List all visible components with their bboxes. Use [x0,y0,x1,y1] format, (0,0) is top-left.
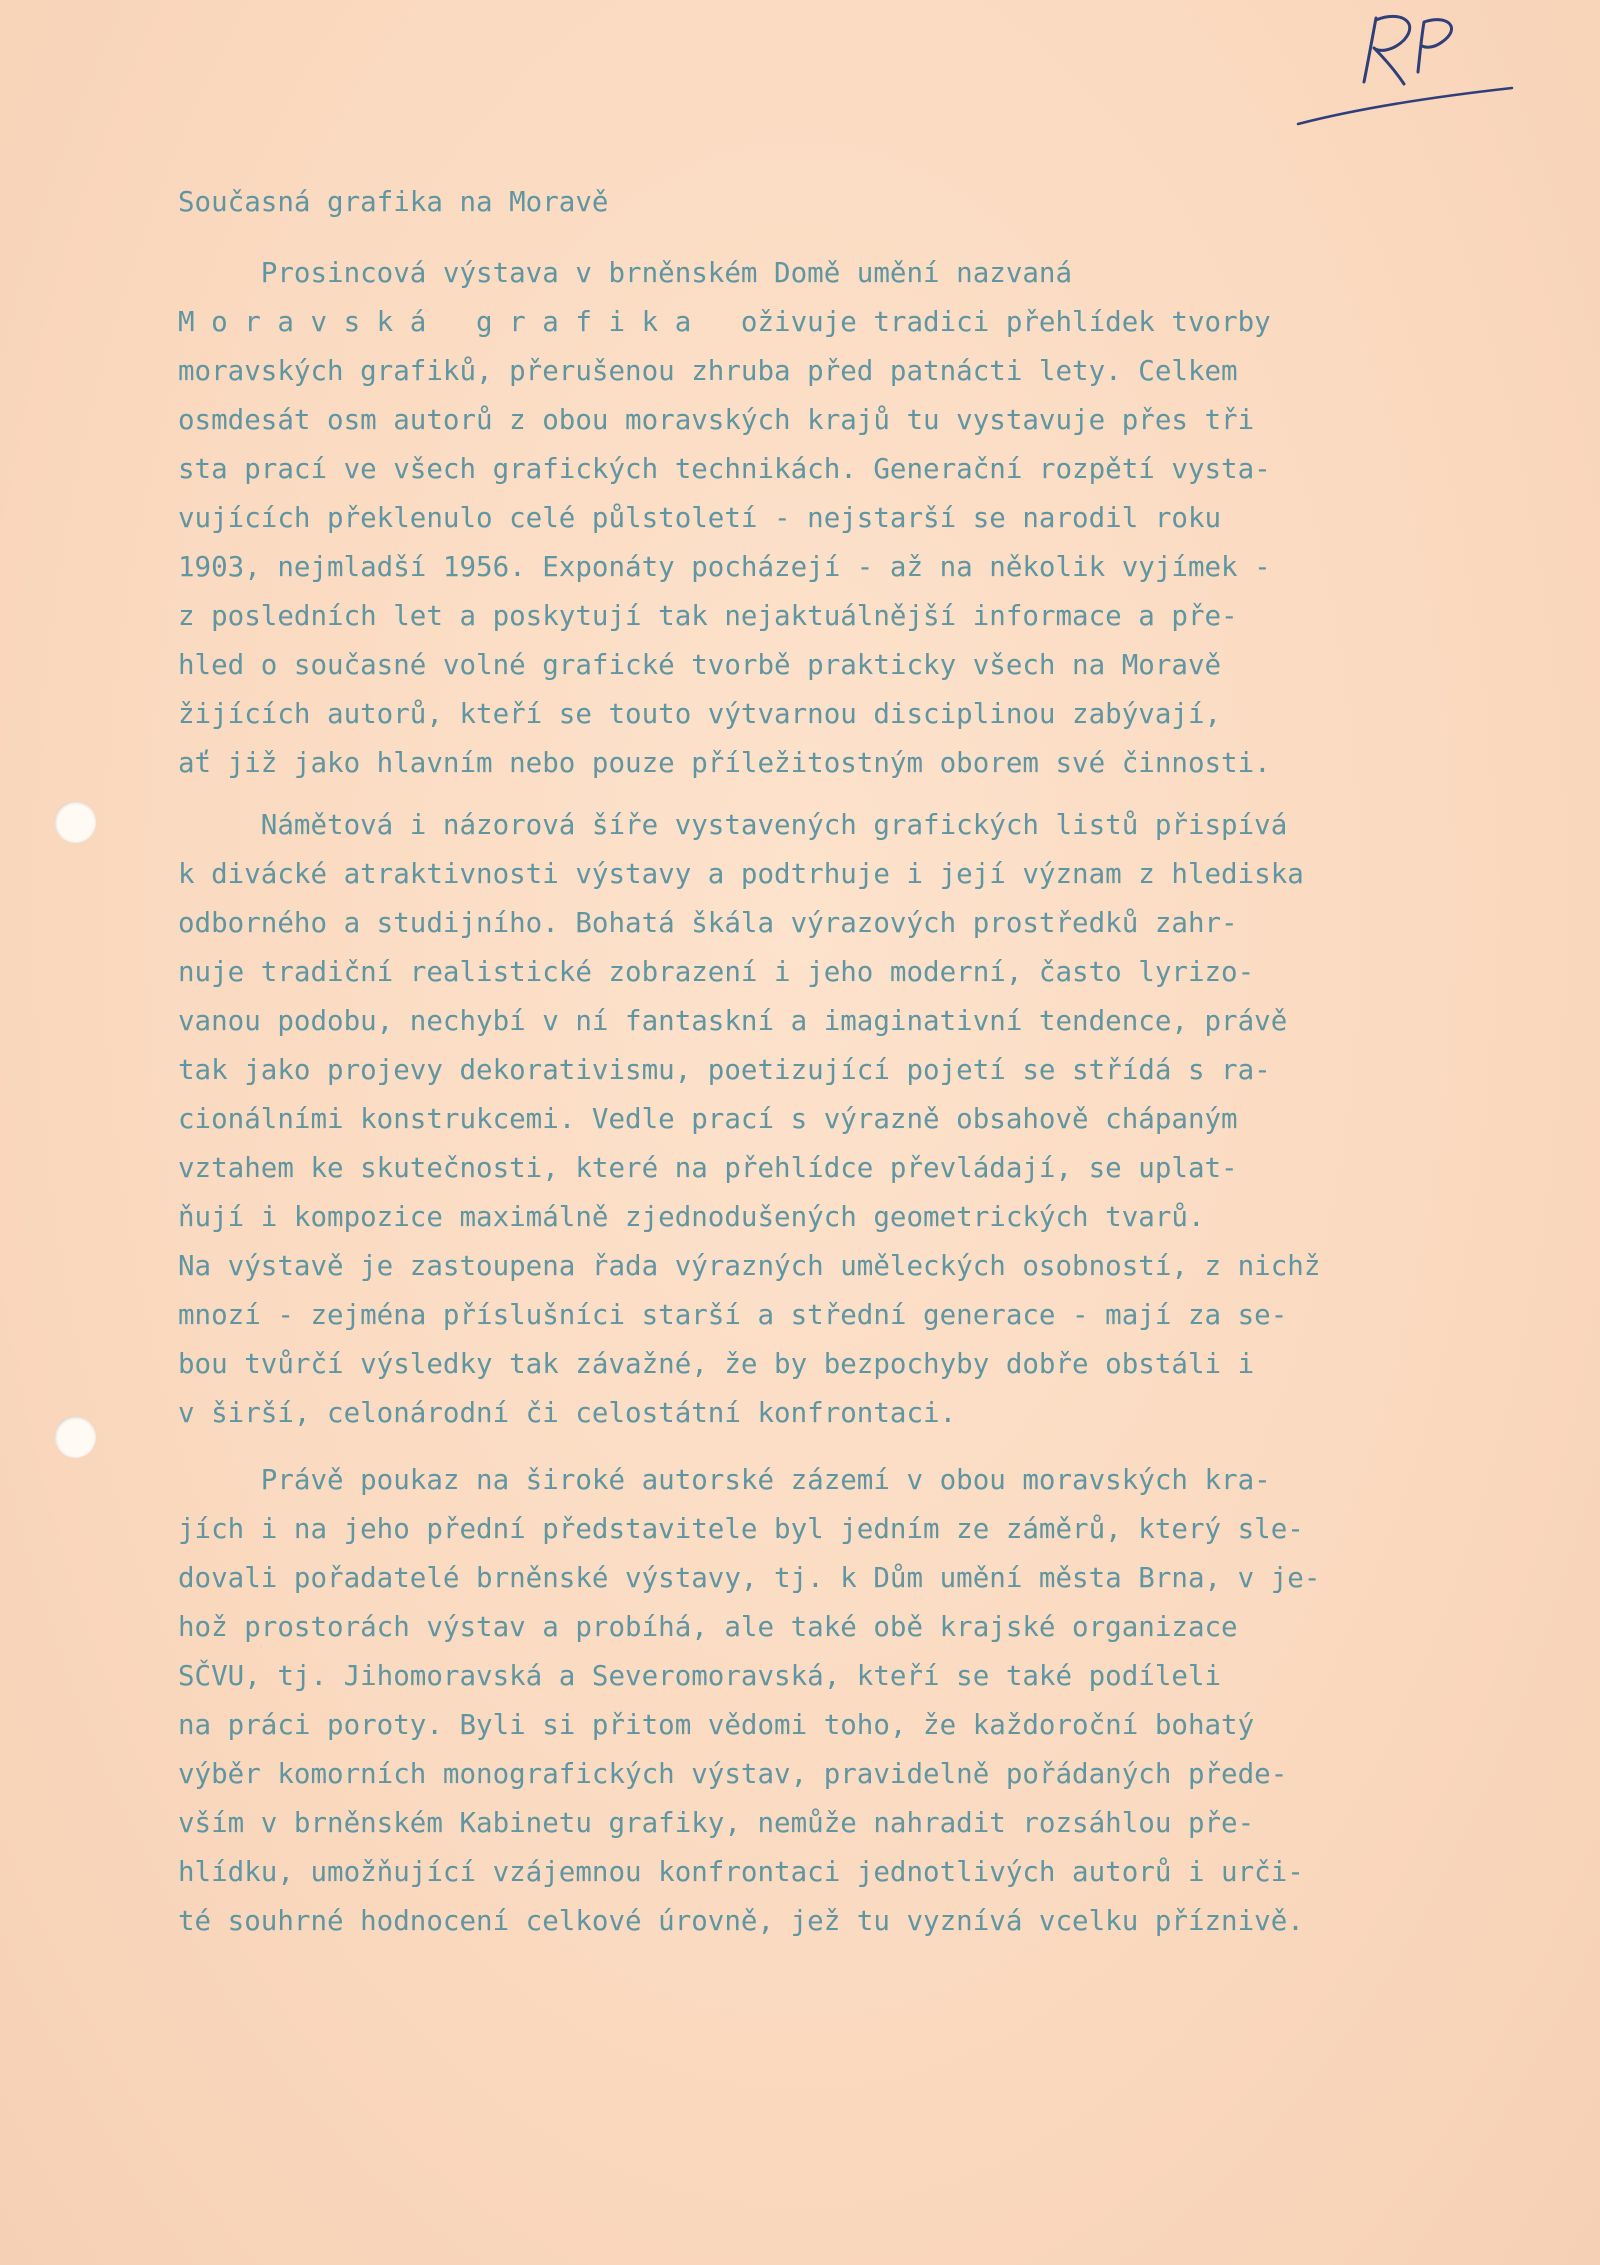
text-line: bou tvůrčí výsledky tak závažné, že by bezpochyby dobře obstáli i [178,1348,1255,1380]
text-line: hlídku, umožňující vzájemnou konfrontaci jednotlivých autorů i urči- [178,1856,1304,1888]
paragraph-2 [178,801,1558,1438]
text-line: k divácké atraktivnosti výstavy a podtrhuje i její význam z hlediska [178,858,1304,890]
text-line: mnozí - zejména příslušníci starší a střední generace - mají za se- [178,1299,1288,1331]
text-line: 1903, nejmladší 1956. Exponáty pocházejí - až na několik vyjímek - [178,551,1271,583]
paragraph-3 [178,1456,1558,1946]
text-line: výběr komorních monografických výstav, pravidelně pořádaných přede- [178,1758,1288,1790]
text-line: odborného a studijního. Bohatá škála výrazových prostředků zahr- [178,907,1238,939]
text-line: moravských grafiků, přerušenou zhruba před patnácti lety. Celkem [178,355,1238,387]
text-line: osmdesát osm autorů z obou moravských krajů tu vystavuje přes tři [178,404,1255,436]
text-line: vujících překlenulo celé půlstoletí - nejstarší se narodil roku [178,502,1222,534]
document-title: Současná grafika na Moravě [178,186,609,218]
text-line: žijících autorů, kteří se touto výtvarnou disciplinou zabývají, [178,698,1222,730]
text-line: M o r a v s k á g r a f i k a oživuje tradici přehlídek tvorby [178,306,1271,338]
text-line: z posledních let a poskytují tak nejaktuálnější informace a pře- [178,600,1238,632]
text-line: vztahem ke skutečnosti, které na přehlídce převládají, se uplat- [178,1152,1238,1184]
text-line: Prosincová výstava v brněnském Domě umění nazvaná [178,257,1073,289]
text-line: hož prostorách výstav a probíhá, ale také obě krajské organizace [178,1611,1238,1643]
text-line: vším v brněnském Kabinetu grafiky, nemůže nahradit rozsáhlou pře- [178,1807,1255,1839]
text-line: ať již jako hlavním nebo pouze příležitostným oborem své činnosti. [178,747,1271,779]
text-line: jích i na jeho přední představitele byl jedním ze záměrů, který sle- [178,1513,1304,1545]
text-line: hled o současné volné grafické tvorbě prakticky všech na Moravě [178,649,1222,681]
text-line: dovali pořadatelé brněnské výstavy, tj. k Dům umění města Brna, v je- [178,1562,1321,1594]
text-line: ňují i kompozice maximálně zjednodušených geometrických tvarů. [178,1201,1205,1233]
paragraph-1 [178,249,1558,788]
text-line: v širší, celonárodní či celostátní konfrontaci. [178,1397,957,1429]
text-line: cionálními konstrukcemi. Vedle prací s výrazně obsahově chápaným [178,1103,1238,1135]
punch-hole [54,801,96,843]
text-line: nuje tradiční realistické zobrazení i jeho moderní, často lyrizo- [178,956,1255,988]
text-line: tak jako projevy dekorativismu, poetizující pojetí se střídá s ra- [178,1054,1271,1086]
text-line: Na výstavě je zastoupena řada výrazných uměleckých osobností, z nichž [178,1250,1321,1282]
punch-hole [54,1416,96,1458]
handwritten-signature [1280,0,1530,140]
text-line: té souhrné hodnocení celkové úrovně, jež tu vyznívá vcelku příznivě. [178,1905,1304,1937]
text-line: sta prací ve všech grafických technikách. Generační rozpětí vysta- [178,453,1271,485]
text-line: Námětová i názorová šíře vystavených grafických listů přispívá [178,809,1288,841]
text-line: Právě poukaz na široké autorské zázemí v obou moravských kra- [178,1464,1271,1496]
text-line: na práci poroty. Byli si přitom vědomi toho, že každoroční bohatý [178,1709,1255,1741]
text-line: vanou podobu, nechybí v ní fantaskní a imaginativní tendence, právě [178,1005,1288,1037]
text-line: SČVU, tj. Jihomoravská a Severomoravská, kteří se také podíleli [178,1660,1222,1692]
